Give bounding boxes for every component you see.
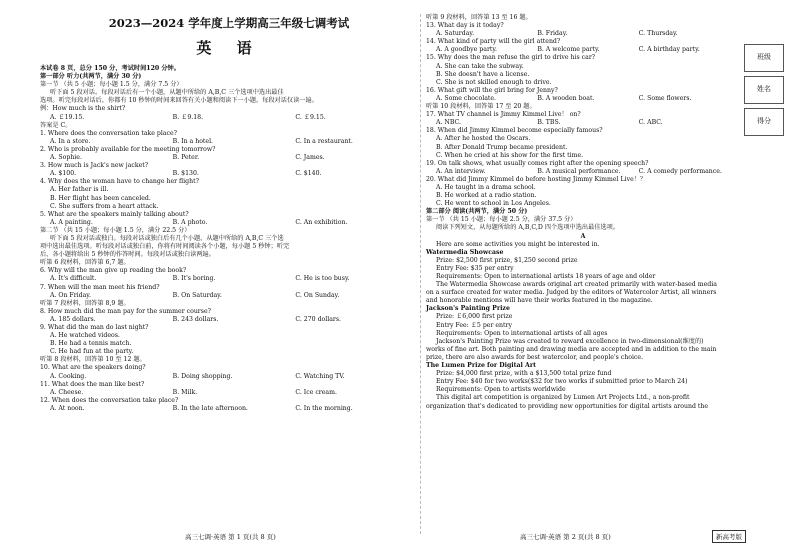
option: A. ￡19.15. (50, 113, 85, 121)
question-1: 1. Where does the conversation take place? (40, 129, 177, 137)
option: C. James. (295, 154, 325, 162)
options-17 (426, 119, 740, 127)
activity-heading: The Lumen Prize for Digital Art (426, 362, 536, 370)
passage-line: The Watermedia Showcase awards original art created primarily with water-based media (436, 281, 717, 289)
option: C. Thursday. (638, 30, 678, 38)
part1-heading: 第一部分 听力(共两节，满分 30 分) (40, 73, 142, 81)
passage-label: A (580, 232, 586, 240)
option: C. In a restaurant. (295, 137, 353, 145)
option: A. After he hosted the Oscars. (436, 135, 531, 143)
option: C. 270 dollars. (295, 315, 342, 323)
edition-badge: 新高考版 (712, 530, 746, 543)
passage-line: works of fine art. Both painting and drawing media are accepted and in addition to the main (426, 345, 717, 353)
option: A. In a store. (50, 137, 91, 145)
option: C. A comedy performance. (638, 167, 722, 175)
option: C. He is too busy. (295, 275, 350, 283)
name-field[interactable]: 姓名 (744, 76, 784, 104)
reading-instruction: 阅读下列短文，从每题所给的 A,B,C,D 四个选项中选出最佳选项。 (436, 224, 620, 232)
left-column (40, 14, 418, 413)
passage-line: Entry Fee: $40 for two works($32 for two works if submitted prior to March 24) (436, 378, 688, 386)
option: B. Milk. (172, 388, 198, 396)
score-field[interactable]: 得分 (744, 108, 784, 136)
passage-line: and honorable mentions will have their works featured in the magazine. (426, 297, 653, 305)
option: A. He watched videos. (50, 332, 120, 340)
question-9: 9. What did the man do last night? (40, 324, 149, 331)
example-question: 例：How much is the shirt? (40, 105, 126, 113)
option: C. Ice cream. (295, 388, 337, 396)
option: B. Her flight has been canceled. (50, 194, 151, 202)
passage-line: on a surface created for water media. Judged by the editors of Watercolor Artist, all winners (426, 289, 717, 297)
option: B. Doing shopping. (172, 372, 233, 380)
option: C. A birthday party. (638, 46, 700, 54)
question-20: 20. What did Jimmy Kimmel do before hosting Jimmy Kimmel Live！？ (426, 175, 647, 183)
option: A. On Friday. (50, 291, 91, 299)
passage-line: This digital art competition is organized by Lumen Art Projects Ltd., a non-profit (436, 394, 690, 402)
options-19 (426, 168, 740, 176)
options-5 (40, 219, 418, 227)
option: C. She suffers from a heart attack. (50, 202, 159, 210)
subject-title: 英 语 (196, 39, 262, 57)
option: B. He worked at a radio station. (436, 192, 537, 200)
passage-line: Entry Fee: ￡5 per entry (436, 321, 512, 329)
option: C. Some flowers. (638, 94, 692, 102)
question-7: 7. When will the man meet his friend? (40, 283, 160, 291)
listen-instruction: 听第 10 段材料，回答第 17 至 20 题。 (426, 103, 536, 111)
listen-instruction: 听第 7 段材料，回答第 8,9 题。 (40, 299, 130, 307)
option: C. She is not skilled enough to drive. (436, 78, 552, 86)
option: C. ￡9.15. (295, 113, 326, 121)
listen-instruction: 听第 6 段材料，回答第 6,7 题。 (40, 259, 130, 267)
passage-line: Here are some activities you might be interested in. (436, 240, 600, 248)
passage-line: Requirements: Open to international artists 18 years of age and older (436, 273, 656, 280)
question-16: 16. What gift will the girl bring for Jenny? (426, 86, 558, 94)
option: A. $100. (50, 170, 77, 178)
option: A. She can take the subway. (436, 62, 524, 70)
option: A. Saturday. (436, 30, 475, 38)
option: C. He went to school in Los Angeles. (436, 200, 551, 208)
options-7 (40, 292, 418, 300)
option: B. ￡9.18. (172, 113, 204, 121)
option: A. Her father is ill. (50, 186, 109, 194)
exam-title: 2023—2024 学年度上学期高三年级七调考试 (108, 16, 350, 30)
option: A. Cheese. (50, 388, 84, 396)
option: B. It's boring. (172, 275, 216, 283)
option: A. A goodbye party. (436, 46, 498, 54)
question-13: 13. What day is it today? (426, 22, 504, 30)
example-options (40, 114, 418, 122)
passage-line: Entry Fee: $35 per entry (436, 264, 514, 272)
section1-heading: 第一节 （共 5 小题；每小题 1.5 分，满分 7.5 分） (40, 81, 183, 89)
question-17: 17. What TV channel is Jimmy Kimmel Live！ on? (426, 111, 581, 119)
question-14: 14. What kind of party will the girl attend? (426, 38, 561, 46)
section1-heading: 第一节 （共 15 小题；每小题 2.5 分，满分 37.5 分） (426, 216, 577, 224)
option: B. 243 dollars. (172, 315, 219, 323)
page-footer-right: 高三七调·英语 第 2 页(共 8 页) (520, 533, 611, 541)
question-4: 4. Why does the woman have to change her flight? (40, 178, 199, 186)
passage-line: Requirements: Open to international artists of all ages (436, 329, 608, 337)
passage-line: Prize: $2,500 first prize, $1,250 second prize (436, 256, 578, 264)
passage-line: Requirements: Open to artists worldwide (436, 386, 566, 394)
question-3: 3. How much is Jack's new jacket? (40, 162, 149, 170)
option: C. In the morning. (295, 404, 353, 412)
option: A. At noon. (50, 404, 85, 412)
options-2 (40, 154, 418, 162)
question-12: 12. When does the conversation take place? (40, 396, 179, 404)
question-10: 10. What are the speakers doing? (40, 364, 146, 372)
option: A. Some chocolate. (436, 94, 497, 102)
option: C. An exhibition. (295, 218, 348, 226)
options-3 (40, 170, 418, 178)
options-10 (40, 373, 418, 381)
option: A. An interview. (436, 167, 486, 175)
question-5: 5. What are the speakers mainly talking about? (40, 210, 189, 218)
right-column (426, 14, 740, 411)
option: C. $140. (295, 170, 322, 178)
activity-heading: Watermedia Showcase (426, 248, 504, 256)
option: B. After Donald Trump became president. (436, 143, 568, 151)
option: B. In a hotel. (172, 137, 214, 145)
section2-heading: 第二节 （共 15 小题；每小题 1.5 分，满分 22.5 分） (40, 226, 191, 234)
options-12 (40, 405, 418, 413)
option: A. NBC. (436, 119, 461, 127)
option: A. Cooking. (50, 372, 87, 380)
option: B. A welcome party. (537, 46, 600, 54)
options-8 (40, 316, 418, 324)
option: B. In the late afternoon. (172, 404, 248, 412)
option: A. It's difficult. (50, 275, 97, 283)
question-18: 18. When did Jimmy Kimmel become especially famous? (426, 127, 603, 135)
option: A. 185 dollars. (50, 315, 96, 323)
option: B. He had a tennis match. (50, 340, 132, 348)
option: C. On Sunday. (295, 291, 340, 299)
option: B. A musical performance. (537, 167, 621, 175)
options-14 (426, 46, 740, 54)
options-13 (426, 30, 740, 38)
instruction-line: 听下面 5 段对话或独白。每段对话或独白后有几个小题，从题中所给的 A,B,C 三个选 (50, 234, 284, 242)
instruction-line: 选项。听完每段对话后，你都有 10 秒钟的时间来回答有关小题和阅读下一小题。每段对话仅读一遍。 (40, 97, 318, 105)
options-6 (40, 275, 418, 283)
passage-line: prize, there are also awards for best watercolor, and people's choice. (426, 353, 644, 361)
question-8: 8. How much did the man pay for the summer course? (40, 307, 211, 315)
answer-text: 答案是 C。 (40, 121, 72, 129)
option: A. Sophie. (50, 154, 82, 162)
option: A. A painting. (50, 218, 93, 226)
instruction-line: 后，各小题将给出 5 秒钟的作答时间。每段对话或独白读两遍。 (40, 251, 215, 259)
option: B. Friday. (537, 30, 568, 38)
activity-heading: Jackson's Painting Prize (426, 305, 510, 313)
page-footer-left: 高三七调·英语 第 1 页(共 8 页) (185, 533, 276, 541)
option: B. Peter. (172, 154, 200, 162)
option: C. ABC. (638, 119, 663, 127)
option: C. He had fun at the party. (50, 348, 134, 356)
options-11 (40, 389, 418, 397)
question-11: 11. What does the man like best? (40, 380, 145, 388)
options-16 (426, 95, 740, 103)
option: C. Watching TV. (295, 372, 345, 380)
question-6: 6. Why will the man give up reading the book? (40, 267, 187, 275)
question-19: 19. On talk shows, what usually comes right after the opening speech? (426, 159, 649, 167)
option: B. She doesn't have a license. (436, 70, 530, 78)
passage-line: Jackson's Painting Prize was created to reward excellence in two-dimensional(维度的) (436, 337, 704, 345)
option: B. TBS. (537, 119, 561, 127)
class-field[interactable]: 班级 (744, 44, 784, 72)
intro-text: 本试卷 8 页，总分 150 分，考试时间120 分钟。 (40, 65, 180, 72)
part2-heading: 第二部分 阅读(共两节，满分 50 分) (426, 208, 528, 216)
option: B. A photo. (172, 218, 208, 226)
column-divider (420, 14, 421, 534)
passage-line: Prize: $4,000 first prize, with a $13,500 total prize fund (436, 370, 612, 378)
listen-instruction: 听第 8 段材料，回答第 10 至 12 题。 (40, 356, 146, 364)
instruction-line: 听下面 5 段对话。每段对话后有一个小题，从题中所给的 A,B,C 三个选项中选出最佳 (50, 89, 284, 97)
info-sidebar (744, 44, 784, 140)
option: B. $130. (172, 170, 199, 178)
passage-line: Prize: ￡6,000 first prize (436, 313, 513, 321)
option: B. A wooden boat. (537, 94, 595, 102)
options-1 (40, 138, 418, 146)
instruction-line: 项中选出最佳选项。听每段对话或独白前，你将有时间阅读各个小题，每小题 5 秒钟；听完 (40, 243, 290, 251)
option: B. On Saturday. (172, 291, 222, 299)
option: C. When he cried at his show for the first time. (436, 151, 584, 159)
option: A. He taught in a drama school. (436, 183, 536, 191)
question-2: 2. Who is probably available for the meeting tomorrow? (40, 145, 216, 153)
question-15: 15. Why does the man refuse the girl to drive his car? (426, 54, 596, 62)
passage-line: organization that's dedicated to providing new opportunities for digital artists around the (426, 402, 709, 410)
listen-instruction: 听第 9 段材料，回答第 13 至 16 题。 (426, 14, 532, 21)
